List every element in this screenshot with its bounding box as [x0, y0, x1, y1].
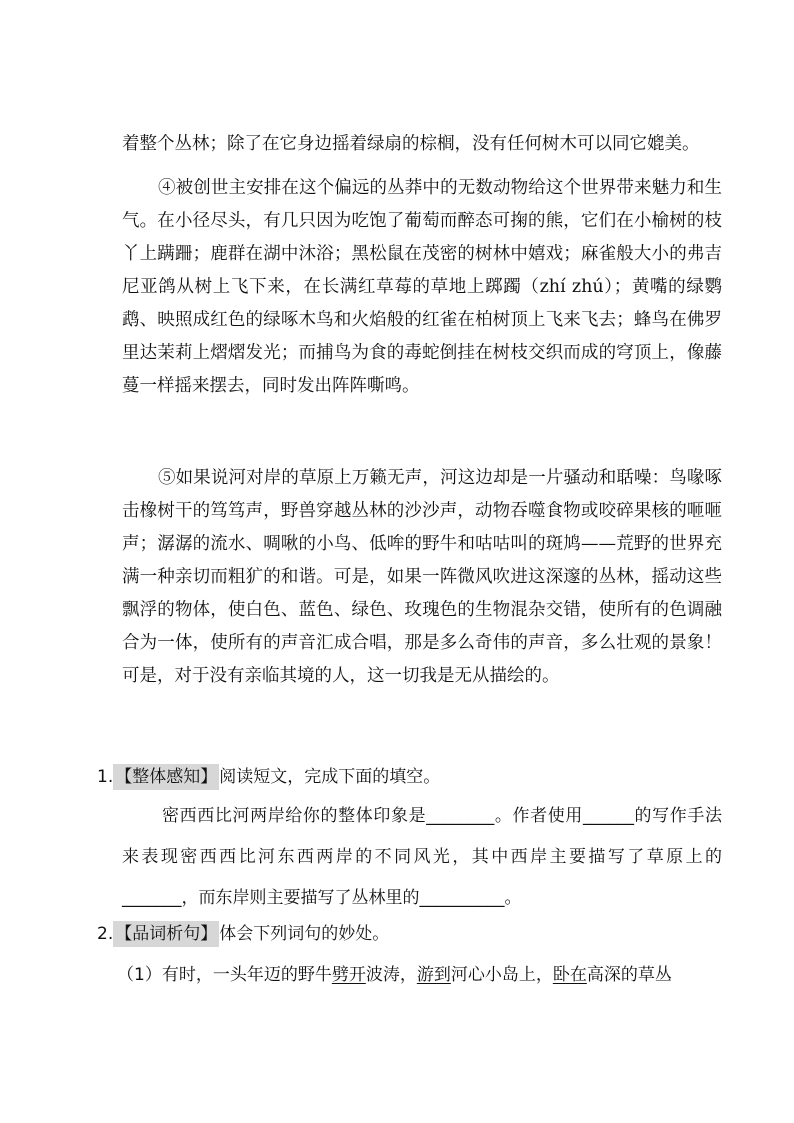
q1-blank-d[interactable]: __________: [419, 888, 505, 908]
passage-continuation-line: 着整个丛林；除了在它身边摇着绿扇的棕榈，没有任何树木可以同它媲美。: [122, 134, 700, 154]
q1-text-b: 。作者使用: [494, 806, 583, 826]
q2-item-1-underlined-2: 游到: [416, 965, 451, 985]
question-1-fill-in-text: [122, 796, 722, 919]
q2-item-1-text-2: 波涛，: [365, 965, 417, 985]
q1-text-d: ，而东岸则主要描写了丛林里的: [181, 888, 420, 908]
q1-text-c: 的写作手法来表现密西西比河东西两岸的不同风光，其中西岸主要描写了草原上的: [122, 806, 723, 867]
passage-paragraph-4: ④被创世主安排在这个偏远的丛莽中的无数动物给这个世界带来魅力和生气。在小径尽头，有几只因为吃饱了葡萄而醉态可掬的熊，它们在小榆树的枝丫上蹒跚；鹿群在湖中沐浴；黑松鼠在茂密的树林中嬉戏；麻雀般大小的弗吉尼亚鸽从树上飞下来，在长满红草莓的草地上踯躅（zhí zhú）；黄嘴的绿鹦鹉、映照成红色的绿啄木鸟和火焰般的红雀在柏树顶上飞来飞去；蜂鸟在佛罗里达茉莉上熠熠发光；而捕鸟为食的毒蛇倒挂在树枝交织而成的穹顶上，像藤蔓一样摇来摆去，同时发出阵阵嘶鸣。: [122, 178, 722, 396]
q2-item-1-text-1: 有时，一头年迈的野牛: [161, 965, 332, 985]
q2-item-1-underlined-3: 卧在: [552, 965, 587, 985]
q1-text-a: 密西西比河两岸给你的整体印象是: [162, 806, 427, 826]
q2-item-1-text-4: 高深的草丛: [586, 965, 672, 985]
question-1-prompt: 阅读短文，完成下面的填空。: [219, 767, 441, 787]
question-2-prompt: 体会下列词句的妙处。: [219, 924, 390, 944]
q1-blank-c[interactable]: _______: [122, 888, 182, 908]
question-2-item-1: [117, 955, 727, 995]
q2-item-1-text-3: 河心小岛上，: [450, 965, 553, 985]
q1-text-e: 。: [504, 888, 522, 908]
question-2-heading: [97, 914, 722, 954]
q2-item-1-label: （1）: [117, 965, 162, 985]
q1-blank-b[interactable]: ______: [582, 806, 634, 826]
question-1-tag: 【整体感知】: [113, 764, 219, 790]
question-2-number: 2.: [97, 924, 114, 944]
question-2-tag: 【品词析句】: [113, 921, 219, 947]
passage-paragraph-5: ⑤如果说河对岸的草原上万籁无声，河这边却是一片骚动和聒噪：鸟喙啄击橡树干的笃笃声，野兽穿越丛林的沙沙声，动物吞噬食物或咬碎果核的咂咂声；潺潺的流水、啁啾的小鸟、低哞的野牛和咕咕叫的斑鸠——荒野的世界充满一种亲切而粗犷的和谐。可是，如果一阵微风吹进这深邃的丛林，摇动这些飘浮的物体，使白色、蓝色、绿色、玫瑰色的生物混杂交错，使所有的色调融合为一体，使所有的声音汇成合唱，那是多么奇伟的声音，多么壮观的景象！可是，对于没有亲临其境的人，这一切我是无从描绘的。: [122, 468, 722, 686]
question-1-heading: [97, 757, 722, 797]
question-1-number: 1.: [97, 767, 114, 787]
q2-item-1-underlined-1: 劈开: [331, 965, 366, 985]
q1-blank-a[interactable]: ________: [426, 806, 495, 826]
